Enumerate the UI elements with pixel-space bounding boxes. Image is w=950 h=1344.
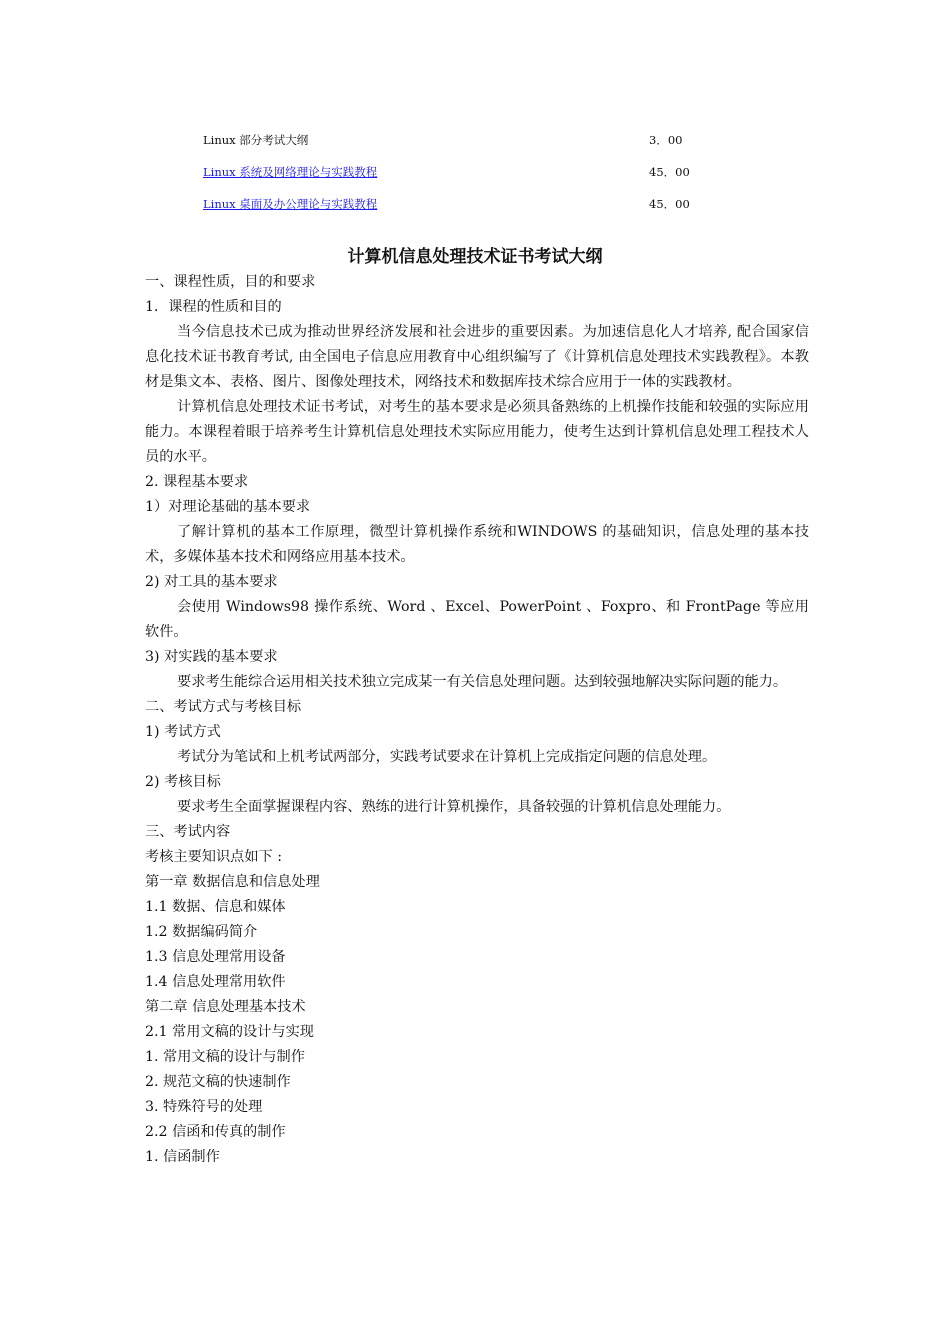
heading-line: 第一章 数据信息和信息处理	[145, 874, 320, 890]
body-paragraph: 了解计算机的基本工作原理，微型计算机操作系统和WINDOWS 的基础知识，信息处理的基本技术，多媒体基本技术和网络应用基本技术。	[145, 524, 809, 565]
heading-line: 2) 考核目标	[145, 774, 221, 790]
heading-line: 2.1 常用文稿的设计与实现	[145, 1024, 314, 1040]
book-price: 45．00	[649, 165, 690, 179]
heading-line: 1.1 数据、信息和媒体	[145, 899, 286, 915]
heading-line: 一、课程性质，目的和要求	[145, 274, 316, 290]
heading-line: 1）对理论基础的基本要求	[145, 499, 311, 515]
book-name: Linux 部分考试大纲	[203, 133, 309, 147]
price-list-row	[203, 130, 723, 162]
heading-line: 1) 考试方式	[145, 724, 221, 740]
body-paragraph: 计算机信息处理技术证书考试，对考生的基本要求是必须具备熟练的上机操作技能和较强的实际应用能力。本课程着眼于培养考生计算机信息处理技术实际应用能力，使考生达到计算机信息处理工程技术人员的水平。	[145, 399, 809, 465]
body-paragraph: 要求考生全面掌握课程内容、熟练的进行计算机操作，具备较强的计算机信息处理能力。	[177, 799, 731, 815]
heading-line: 3) 对实践的基本要求	[145, 649, 278, 665]
document-body	[145, 270, 809, 1170]
book-link[interactable]: Linux 桌面及办公理论与实践教程	[203, 197, 378, 211]
body-paragraph: 会使用 Windows98 操作系统、Word 、Excel、PowerPoint 、Foxpro、和 FrontPage 等应用软件。	[145, 599, 809, 640]
book-price: 45．00	[649, 197, 690, 211]
heading-line: 2. 规范文稿的快速制作	[145, 1074, 291, 1090]
book-link[interactable]: Linux 系统及网络理论与实践教程	[203, 165, 378, 179]
book-price: 3．00	[649, 133, 683, 147]
heading-line: 1.3 信息处理常用设备	[145, 949, 286, 965]
heading-line: 1.2 数据编码简介	[145, 924, 258, 940]
heading-line: 2. 课程基本要求	[145, 474, 249, 490]
heading-line: 1. 常用文稿的设计与制作	[145, 1049, 305, 1065]
heading-line: 1. 信函制作	[145, 1149, 220, 1165]
heading-line: 1．课程的性质和目的	[145, 299, 282, 315]
price-list-row	[203, 162, 723, 194]
heading-line: 2) 对工具的基本要求	[145, 574, 278, 590]
heading-line: 第二章 信息处理基本技术	[145, 999, 306, 1015]
heading-line: 考核主要知识点如下 :	[145, 849, 282, 865]
body-paragraph: 要求考生能综合运用相关技术独立完成某一有关信息处理问题。达到较强地解决实际问题的能力。	[177, 674, 788, 690]
heading-line: 1.4 信息处理常用软件	[145, 974, 286, 990]
body-paragraph: 当今信息技术已成为推动世界经济发展和社会进步的重要因素。为加速信息化人才培养, 配合国家信息化技术证书教育考试, 由全国电子信息应用教育中心组织编写了《计算机信息处理技术实践教程》。本教材是集文本、表格、图片、图像处理技术，网络技术和数据库技术综合应用于一体的实践教材。	[145, 324, 809, 390]
price-list	[203, 130, 723, 226]
heading-line: 二、考试方式与考核目标	[145, 699, 302, 715]
body-paragraph: 考试分为笔试和上机考试两部分，实践考试要求在计算机上完成指定问题的信息处理。	[177, 749, 717, 765]
heading-line: 2.2 信函和传真的制作	[145, 1124, 286, 1140]
heading-line: 3. 特殊符号的处理	[145, 1099, 263, 1115]
heading-line: 三、考试内容	[145, 824, 231, 840]
price-list-row	[203, 194, 723, 226]
document-title: 计算机信息处理技术证书考试大纲	[347, 247, 603, 267]
